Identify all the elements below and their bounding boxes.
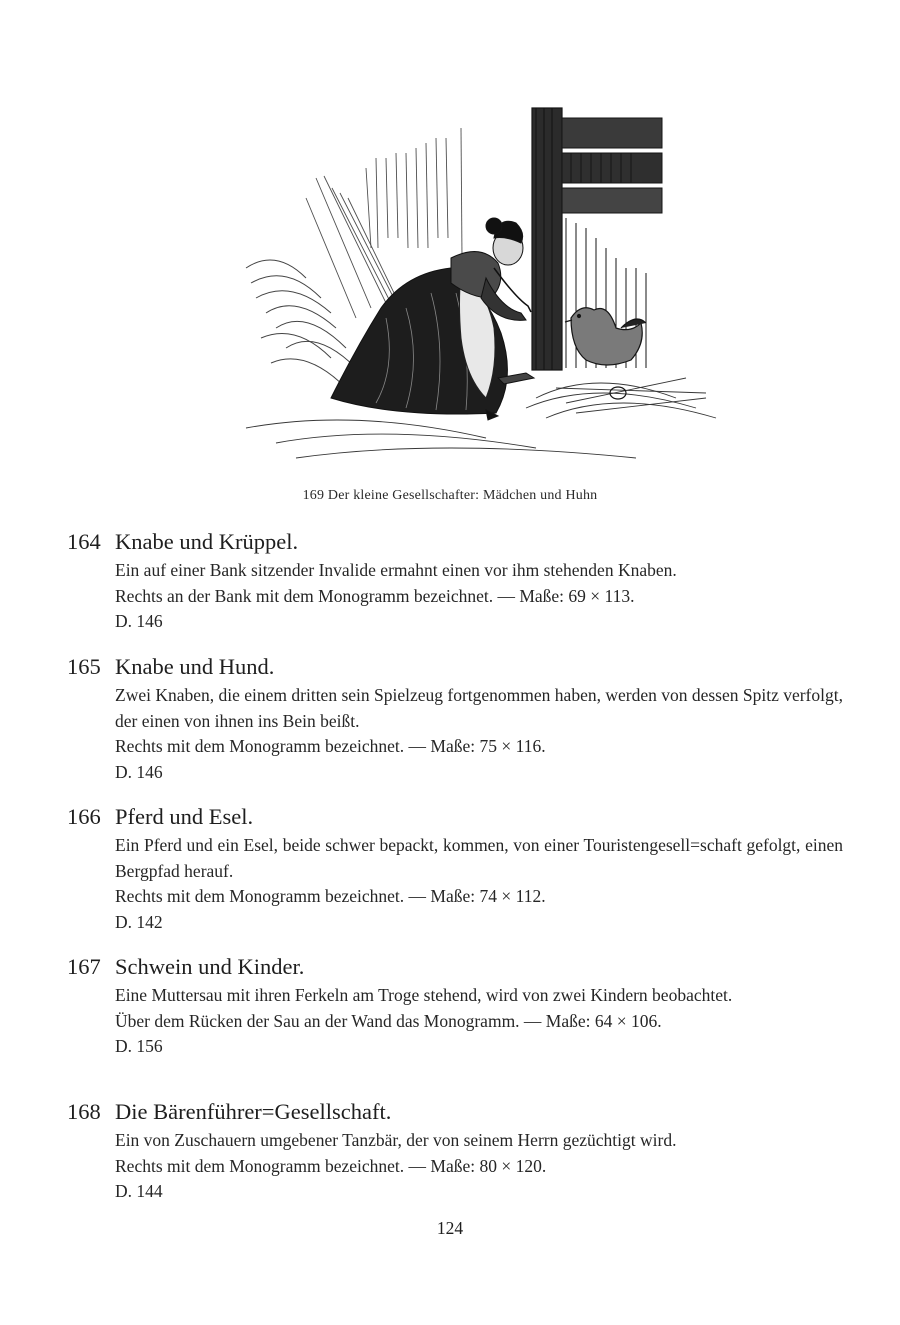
entry-description: Ein von Zuschauern umgebener Tanzbär, der von seinem Herrn gezüchtigt wird.	[115, 1130, 677, 1150]
entry-title: Knabe und Krüppel.	[115, 529, 299, 554]
entry-title: Pferd und Esel.	[115, 804, 254, 829]
entry-reference: D. 146	[115, 611, 163, 631]
entry-title: Knabe und Hund.	[115, 654, 275, 679]
entry-number: 167	[67, 954, 101, 979]
entry-marking: Rechts mit dem Monogramm bezeichnet. — Maße: 74 × 112.	[115, 886, 546, 906]
illustration-girl-and-hen	[236, 98, 732, 472]
entry-number: 164	[67, 529, 101, 554]
entry-body	[115, 683, 843, 785]
entry-reference: D. 156	[115, 1036, 163, 1056]
entry-body	[115, 558, 843, 635]
figure-caption: 169 Der kleine Gesellschafter: Mädchen und Huhn	[302, 488, 598, 503]
entry-title: Schwein und Kinder.	[115, 954, 305, 979]
entry-number: 168	[67, 1099, 101, 1124]
entry-body	[115, 833, 843, 935]
entry-description: Ein Pferd und ein Esel, beide schwer bepackt, kommen, von einer Touristengesell=schaft gefolgt, einen Bergpfad herauf.	[115, 835, 843, 881]
entry-marking: Rechts mit dem Monogramm bezeichnet. — Maße: 75 × 116.	[115, 736, 546, 756]
entry-description: Zwei Knaben, die einem dritten sein Spielzeug fortgenommen haben, werden von dessen Spitz verfolgt, der einen von ihnen ins Bein beißt.	[115, 685, 843, 731]
entry-number: 166	[67, 804, 101, 829]
page-number: 124	[436, 1218, 464, 1238]
entry-marking: Über dem Rücken der Sau an der Wand das Monogramm. — Maße: 64 × 106.	[115, 1010, 662, 1031]
entry-description: Ein auf einer Bank sitzender Invalide ermahnt einen vor ihm stehenden Knaben.	[115, 560, 677, 580]
entry-description: Eine Muttersau mit ihren Ferkeln am Troge stehend, wird von zwei Kindern beobachtet.	[115, 985, 733, 1005]
entry-body	[115, 1128, 843, 1205]
entry-reference: D. 142	[115, 911, 163, 932]
entry-number: 165	[67, 654, 101, 679]
entry-body	[115, 983, 843, 1060]
entry-title: Die Bärenführer=Gesellschaft.	[115, 1099, 392, 1124]
entry-marking: Rechts mit dem Monogramm bezeichnet. — Maße: 80 × 120.	[115, 1155, 547, 1176]
entry-marking: Rechts an der Bank mit dem Monogramm bezeichnet. — Maße: 69 × 113.	[115, 585, 635, 606]
entry-reference: D. 146	[115, 761, 163, 782]
entry-reference: D. 144	[115, 1181, 163, 1201]
